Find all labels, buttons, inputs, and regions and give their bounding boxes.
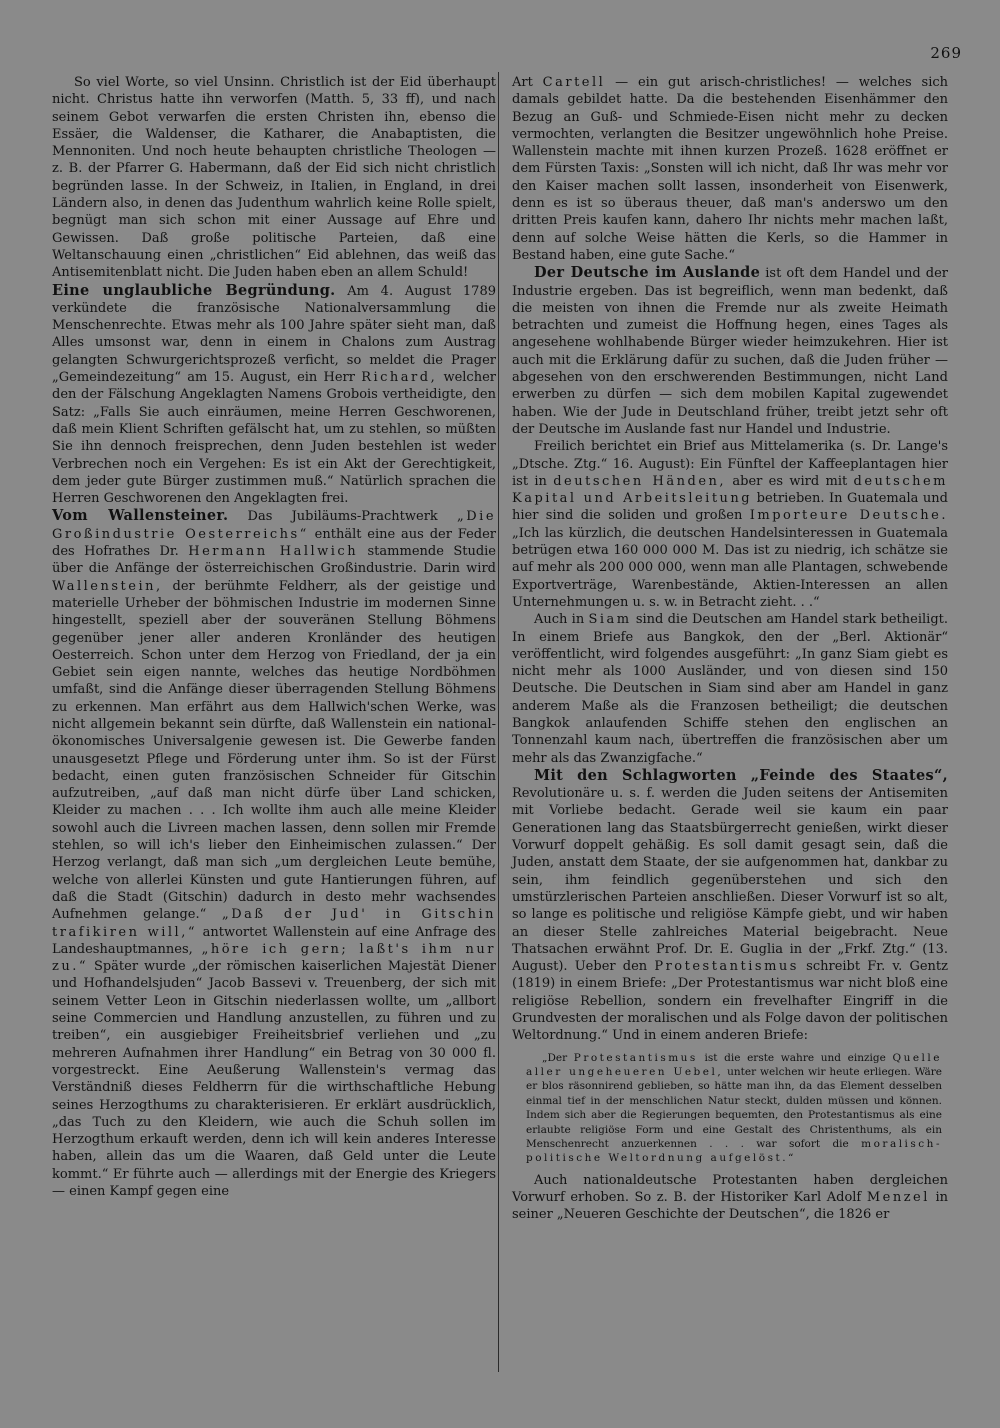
paragraph-begruendung: Eine unglaubliche Begründung. Am 4. August 1789 verkündete die französische Nationalversammlung die Menschenrechte. Etwas mehr als 100 Jahre später sieht man, daß Alles umsonst war, denn in einem in Chalons zum Austrag gelangten Schwurgerichtsprozeß verficht, so meldet die Prager „Gemeindezeitung“ am 15. August, ein Herr Richard, welcher den der Fälschung Angeklagten Namens Grobois vertheidigte, den Satz: „Falls Sie auch einräumen, meine Herren Geschworenen, daß mein Klient Schriften gefälscht hat, um zu stehlen, so müßten Sie ihn dennoch freisprechen, denn Juden bestehlen ist weder Verbrechen noch ein Vergehen: Es ist ein Akt der Gerechtigkeit, dem jeder gute Bürger zustimmen muß.“ Natürlich sprachen die Herren Geschworenen den Angeklagten frei. xyxy=(52,281,496,507)
paragraph-menzel: Auch nationaldeutsche Protestanten haben dergleichen Vorwurf erhoben. So z. B. der Historiker Karl Adolf Menzel in seiner „Neueren Geschichte der Deutschen“, die 1826 er xyxy=(512,1172,949,1223)
section-heading-begruendung: Eine unglaubliche Begründung. xyxy=(52,281,336,299)
paragraph-cartell: Art Cartell — ein gut arisch-christliches! — welches sich damals gebildet hatte. Da die bestehenden Eisenhämmer den Bezug an Guß- und Schmiede-Eisen nicht mehr zu decken vermochten, verlangten die Besitzer ungewöhnlich hohe Preise. Wallenstein machte mit ihnen kurzen Prozeß. 1628 eröffnet er dem Fürsten Taxis: „Sonsten will ich nicht, daß Ihr was mehr vor den Kaiser machen sollt lassen, insonderheit von Eisenwerk, denn es ist so überaus theuer, daß man's anderswo um den dritten Preis kaufen kann, dahero Ihr nichts mehr machen laßt, denn auf solche Weise hätten die Kerls, so die Hammer in Bestand haben, eine gute Sache.“ xyxy=(512,75,948,263)
right-column xyxy=(512,74,948,1224)
paragraph-eid: So viel Worte, so viel Unsinn. Christlich ist der Eid überhaupt nicht. Christus hatte ihn verworfen (Matth. 5, 33 ff), und nach seinem Gebot verwarfen die ersten Christen ihn, ebenso die Essäer, die Waldenser, die Katharer, die Anabaptisten, die Mennoniten. Und noch heute behaupten christliche Theologen — z. B. der Pfarrer G. Habermann, daß der Eid sich nicht christlich begründen lasse. In der Schweiz, in Italien, in England, in drei Ländern also, in denen das Judenthum wahrlich keine Rolle spielt, begnügt man sich schon mit einer Aussage auf Ehre und Gewissen. Daß große politische Parteien, daß eine Weltanschauung einen „christlichen“ Eid ablehnen, das weiß das Antisemitenblatt nicht. Die Juden haben eben an allem Schuld! xyxy=(52,75,496,281)
section-heading-ausland: Der Deutsche im Auslande xyxy=(534,264,761,282)
section-heading-wallensteiner: Vom Wallensteiner. xyxy=(52,507,229,525)
column-rule xyxy=(498,72,499,1372)
section-heading-schlagworte: Mit den Schlagworten „Feinde des Staates“, xyxy=(534,766,948,784)
block-quote: „Der Protestantismus ist die erste wahre und einzige Quelle aller ungeheueren Uebel, unter welchen wir heute erliegen. Wäre er blos räsonnirend geblieben, so hätte man ihn, da das Element desselben einmal tief in der menschlichen Natur steckt, dulden müssen und können. Indem sich aber die Regierungen bequemten, den Protestantismus als eine erlaubte religiöse Form und eine Gestalt des Christenthums, als ein Menschenrecht anzuerkennen . . . war sofort die moralisch-politische Weltordnung aufgelöst.“ xyxy=(526,1051,942,1165)
paragraph-mittelamerika: Freilich berichtet ein Brief aus Mittelamerika (s. Dr. Lange's „Dtsche. Ztg.“ 16. August): Ein Fünftel der Kaffeeplantagen hier ist in deutschen Händen, aber es wird mit deutschem Kapital und Arbeitsleitung betrieben. In Guatemala und hier sind die soliden und großen Importeure Deutsche. „Ich las kürzlich, die deutschen Handelsinteressen in Guatemala betrügen etwa 160 000 000 M. Das ist zu niedrig, ich schätze sie auf mehr als 200 000 000, wenn man alle Plantagen, schwebende Exportverträge, Warenbestände, Aktien-Interessen an allen Unternehmungen u. s. w. in Betracht zieht. . .“ xyxy=(512,439,949,610)
left-column xyxy=(52,74,496,1200)
paragraph-ausland: Der Deutsche im Auslande ist oft dem Handel und der Industrie ergeben. Das ist begreiflich, wenn man bedenkt, daß die meisten von ihnen die Fremde nur als zweite Heimath betrachten und zumeist die Hoffnung hegen, eines Tages als angesehene wohlhabende Bürger wieder heimzukehren. Hier ist auch mit die Erklärung dafür zu suchen, daß die Juden früher — abgesehen von den erschwerenden Bestimmungen, nicht Land erwerben zu dürfen — sich dem mobilen Kapital zugewendet haben. Wie der Jude in Deutschland früher, treibt jetzt sehr oft der Deutsche im Auslande fast nur Handel und Industrie. xyxy=(512,264,949,437)
paragraph-wallensteiner: Vom Wallensteiner. Das Jubiläums-Prachtwerk „Die Großindustrie Oesterreichs“ enthält eine aus der Feder des Hofrathes Dr. Hermann Hallwich stammende Studie über die Anfänge der österreichischen Großindustrie. Darin wird Wallenstein, der berühmte Feldherr, als der geistige und materielle Urheber der böhmischen Industrie im modernen Sinne hingestellt, speziell aber der souveränen Stellung Böhmens gegenüber jener aller anderen Kronländer des heutigen Oesterreich. Schon unter dem Herzog von Friedland, der ja ein Gebiet sein eigen nannte, welches das heutige Nordböhmen umfaßt, sind die Anfänge dieser überragenden Stellung Böhmens zu erkennen. Man erfährt aus dem Hallwich'schen Werke, was nicht allgemein bekannt sein dürfte, daß Wallenstein ein national-ökonomisches Universalgenie gewesen ist. Die Gewerbe fanden unausgesetzt Pflege und Förderung unter ihm. So ist der Fürst bedacht, einen guten französischen Schneider für Gitschin aufzutreiben, „auf daß man nicht dürfe über Land schicken, Kleider zu machen . . . Ich wollte ihm auch alle meine Kleider sowohl auch die Livreen machen lassen, denn sollen mir Fremde stehlen, so will ich's lieber den Einheimischen zulassen.“ Der Herzog verlangt, daß man sich „um dergleichen Leute bemühe, welche von allerlei Künsten und gute Hantierungen führen, auf daß die Stadt (Gitschin) dadurch in desto mehr wachsendes Aufnehmen gelange.“ „Daß der Jud' in Gitschin trafikiren will,“ antwortet Wallenstein auf eine Anfrage des Landeshauptmannes, „höre ich gern; laßt's ihm nur zu.“ Später wurde „der römischen kaiserlichen Majestät Diener und Hofhandelsjuden“ Jacob Bassevi v. Treuenberg, der sich mit seinem Vetter Leon in Gitschin niederlassen wollte, um „allbort seine Commercien und Handlung anzustellen, zu führen und zu treiben“, ein ausgiebiger Freiheitsbrief verliehen und „zu mehreren Aufnahmen ihrer Handlung“ ein Betrag von 30 000 fl. vorgestreckt. Eine Aeußerung Wallenstein's vermag das Verständniß dieses Feldherrn für die wirthschaftliche Hebung seines Herzogthums zu charakterisieren. Er erklärt ausdrücklich, „das Tuch zu den Kleidern, wie auch die Schuh sollen im Herzogthum erkauft werden, denn ich will kein anderes Interesse haben, allein das um die Waaren, daß Geld unter die Leute kommt.“ Er führte auch — allerdings mit der Energie des Kriegers — einen Kampf gegen eine xyxy=(52,507,497,1199)
paragraph-siam: Auch in Siam sind die Deutschen am Handel stark betheiligt. In einem Briefe aus Bangkok, den der „Berl. Aktionär“ veröffentlicht, wird folgendes ausgeführt: „In ganz Siam giebt es nicht mehr als 1000 Ausländer, und von diesen sind 150 Deutsche. Die Deutschen in Siam sind aber am Handel in ganz anderem Maße als die Franzosen betheiligt; die deutschen Bangkok anlaufenden Schiffe stehen den englischen an Tonnenzahl kaum nach, übertreffen die französischen aber um mehr als das Zwanzigfache.“ xyxy=(512,612,948,766)
page-number: 269 xyxy=(930,44,962,62)
paragraph-schlagworte: Mit den Schlagworten „Feinde des Staates“, Revolutionäre u. s. f. werden die Juden seitens der Antisemiten mit Vorliebe bedacht. Gerade weil sie kaum ein paar Generationen lang das Staatsbürgerrecht genießen, wirkt dieser Vorwurf doppelt gehäßig. Es soll damit gesagt sein, daß die Juden, anstatt dem Staate, der sie aufgenommen hat, dankbar zu sein, ihm feindlich gegenüberstehen und sich den umstürzlerischen Parteien anschließen. Dieser Vorwurf ist so alt, so lange es politische und religiöse Kämpfe giebt, und wir haben an dieser Stelle zahlreiches Material beigebracht. Neue Thatsachen erwähnt Prof. Dr. E. Guglia in der „Frkf. Ztg.“ (13. August). Ueber den Protestantismus schreibt Fr. v. Gentz (1819) in einem Briefe: „Der Protestantismus war nicht bloß eine religiöse Rebellion, sondern ein frevelhafter Eingriff in die Grundvesten der moralischen und als Folge davon der politischen Weltordnung.“ Und in einem anderen Briefe: xyxy=(512,766,948,1044)
